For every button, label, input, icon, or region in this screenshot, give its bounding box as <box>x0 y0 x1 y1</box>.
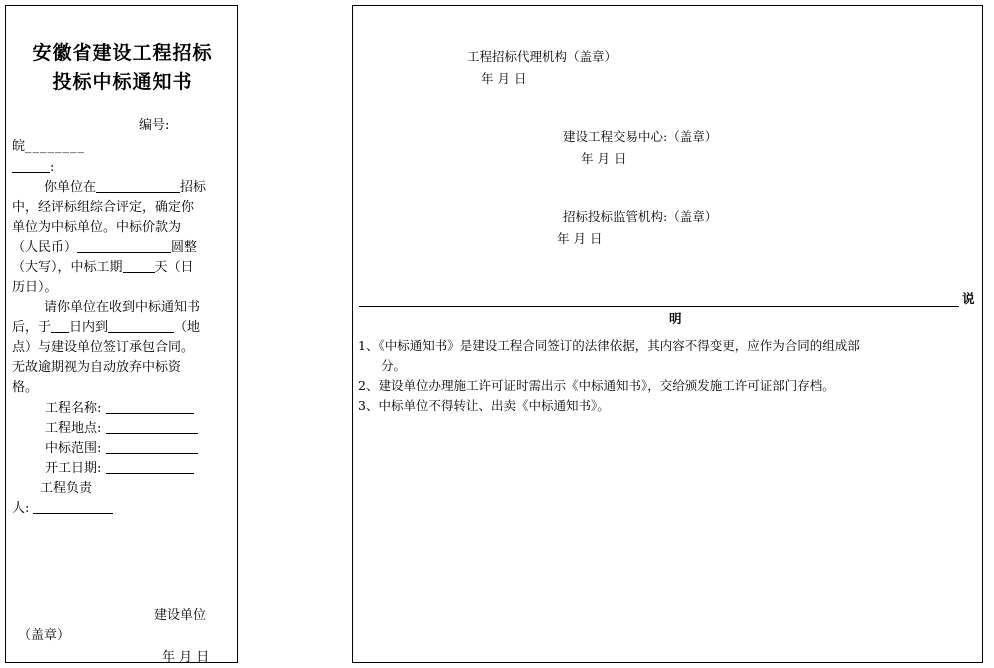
rmb-label: （人民币） <box>12 240 78 255</box>
notice-left-panel <box>5 5 238 663</box>
price-blank <box>77 238 171 253</box>
para1-line4 <box>12 238 226 258</box>
duration-label: （大写），中标工期 <box>12 260 123 275</box>
note-line: 2、建设单位办理施工许可证时需出示《中标通知书》，交给颁发施工许可证部门存档。 <box>358 378 835 393</box>
para1-line6: 历日）。 <box>12 280 58 295</box>
days-blank <box>51 318 69 333</box>
para1-line1 <box>12 178 226 198</box>
days-prefix: 后，于 <box>12 320 52 335</box>
para1-text-a: 你单位在 <box>44 180 97 195</box>
addressee-prefix: 皖 <box>12 139 26 154</box>
place-blank <box>108 318 174 333</box>
document-title <box>14 39 231 97</box>
addressee-dashes: ________ <box>25 139 86 154</box>
addressee-line <box>12 137 85 157</box>
para2-line5: 格。 <box>12 380 39 395</box>
note-line: 3、中标单位不得转让、出卖《中标通知书》。 <box>358 398 610 413</box>
explanation-notes <box>358 336 968 416</box>
para1-line5 <box>12 258 226 278</box>
para2-line1: 请你单位在收到中标通知书 <box>44 300 201 315</box>
explanation-heading-char1: 说 <box>962 291 975 306</box>
field-project-name <box>45 399 194 419</box>
notice-right-panel <box>352 5 983 663</box>
field-project-location-blank <box>106 419 198 434</box>
para1-line2: 中，经评标组综合评定，确定你 <box>12 200 195 215</box>
field-manager-label-line1: 工程负责 <box>40 481 93 496</box>
field-project-name-blank <box>106 399 194 414</box>
duration-blank <box>123 258 155 273</box>
field-bid-scope-label: 中标范围: <box>45 441 102 456</box>
addressee-blank <box>12 158 50 173</box>
duration-suffix: 天（日 <box>154 260 194 275</box>
field-start-date-label: 开工日期: <box>45 461 102 476</box>
explanation-divider <box>359 306 959 307</box>
document-title-line2: 投标中标通知书 <box>52 71 193 93</box>
employer-date: 年 月 日 <box>162 650 210 665</box>
agency-date: 年 月 日 <box>481 71 527 86</box>
field-start-date-blank <box>106 459 194 474</box>
supervision-seal-label: 招标投标监管机构:（盖章） <box>563 209 718 224</box>
addressee-blank-line <box>12 158 54 178</box>
supervision-date: 年 月 日 <box>557 231 603 246</box>
note-line: 分。 <box>381 358 407 373</box>
para2-line2 <box>12 318 226 338</box>
field-start-date <box>45 459 194 479</box>
field-project-name-label: 工程名称: <box>45 401 102 416</box>
para2-line3: 点）与建设单位签订承包合同。 <box>12 340 195 355</box>
exchange-center-seal-label: 建设工程交易中心:（盖章） <box>563 129 718 144</box>
agency-seal-label: 工程招标代理机构（盖章） <box>467 49 618 64</box>
para1-line3: 单位为中标单位。中标价款为 <box>12 220 182 235</box>
field-manager-label-line2: 人: <box>12 501 30 516</box>
field-manager <box>12 499 113 519</box>
explanation-heading-char2: 明 <box>669 311 682 326</box>
number-label: 编号: <box>139 118 170 133</box>
field-project-location <box>45 419 198 439</box>
price-suffix: 圆整 <box>171 240 198 255</box>
field-bid-scope <box>45 439 198 459</box>
project-blank <box>96 178 180 193</box>
employer-seal: （盖章） <box>18 628 71 643</box>
employer-label: 建设单位 <box>154 608 207 623</box>
place-suffix: （地 <box>174 320 201 335</box>
field-project-location-label: 工程地点: <box>45 421 102 436</box>
days-suffix: 日内到 <box>69 320 109 335</box>
para1-text-b: 招标 <box>180 180 207 195</box>
document-title-line1: 安徽省建设工程招标 <box>32 42 213 64</box>
field-manager-blank <box>33 499 113 514</box>
field-bid-scope-blank <box>106 439 198 454</box>
addressee-colon: : <box>50 160 55 175</box>
exchange-center-date: 年 月 日 <box>581 151 627 166</box>
para2-line4: 无故逾期视为自动放弃中标资 <box>12 360 182 375</box>
notice-body <box>12 178 226 398</box>
note-line: 1、《中标通知书》是建设工程合同签订的法律依据，其内容不得变更，应作为合同的组成部 <box>358 338 860 353</box>
